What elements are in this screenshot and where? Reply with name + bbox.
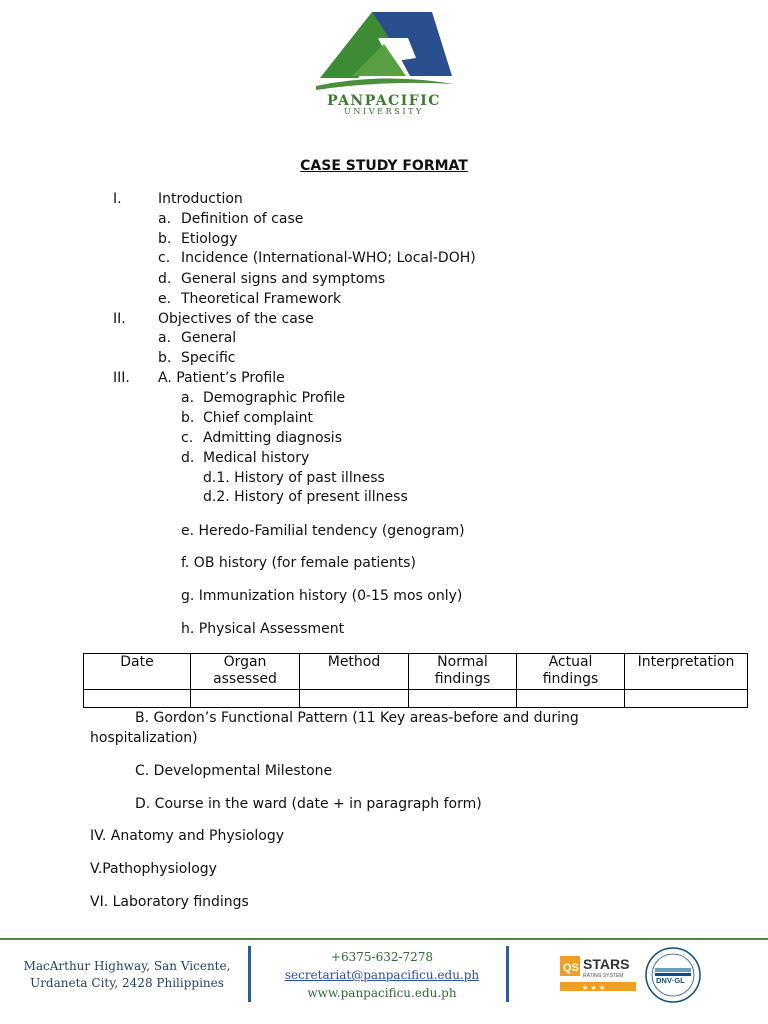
outline-item: General signs and symptoms <box>181 271 386 287</box>
outline-num: c. <box>181 430 194 446</box>
outline-item: A. Patient’s Profile <box>158 370 285 386</box>
outline-num: I. <box>113 191 122 207</box>
footer-divider <box>0 938 768 940</box>
outline-item: Objectives of the case <box>158 311 314 327</box>
outline-item: Medical history <box>203 450 310 466</box>
outline-item: Etiology <box>181 231 238 247</box>
address-line: Urdaneta City, 2428 Philippines <box>30 976 224 990</box>
footer-address <box>20 958 234 992</box>
svg-text:★ ★ ★: ★ ★ ★ <box>582 984 606 992</box>
outline-num: b. <box>158 350 172 366</box>
course-in-ward: D. Course in the ward (date + in paragraph form) <box>135 796 482 812</box>
section-iv: IV. Anatomy and Physiology <box>90 828 285 844</box>
gordon-pattern-line: B. Gordon’s Functional Pattern (11 Key areas-before and during <box>135 710 579 726</box>
phone-number: +6375-632-7278 <box>330 950 434 964</box>
footer-separator <box>248 946 251 1002</box>
outline-item: Incidence (International-WHO; Local-DOH) <box>181 250 476 266</box>
outline-item: Specific <box>181 350 236 366</box>
document-title: CASE STUDY FORMAT <box>300 158 468 174</box>
table-cell <box>300 690 409 708</box>
outline-item: Admitting diagnosis <box>203 430 342 446</box>
section-vi: VI. Laboratory findings <box>90 894 249 910</box>
website-link[interactable]: www.panpacificu.edu.ph <box>307 986 457 1000</box>
outline-num: III. <box>113 370 130 386</box>
iso-certification-badge <box>644 946 702 1004</box>
outline-num: d. <box>181 450 195 466</box>
table-cell <box>191 690 300 708</box>
email-link[interactable]: secretariat@panpacificu.edu.ph <box>284 968 480 982</box>
column-header: Date <box>84 654 191 690</box>
outline-num: c. <box>158 250 171 266</box>
outline-item: Demographic Profile <box>203 390 346 406</box>
outline-item: General <box>181 330 237 346</box>
outline-item: d.2. History of present illness <box>203 489 408 505</box>
outline-item: d.1. History of past illness <box>203 470 385 486</box>
column-header: Normal findings <box>409 654 517 690</box>
gordon-pattern-cont: hospitalization) <box>90 730 198 746</box>
table-cell <box>409 690 517 708</box>
column-header: Interpretation <box>625 654 748 690</box>
svg-text:QS: QS <box>563 962 579 974</box>
outline-item: Definition of case <box>181 211 304 227</box>
outline-num: a. <box>181 390 195 406</box>
brand-name: PANPACIFIC <box>327 93 441 109</box>
footer-contact <box>260 948 504 1002</box>
outline-item: f. OB history (for female patients) <box>181 555 416 571</box>
outline-item: Chief complaint <box>203 410 314 426</box>
outline-num: d. <box>158 271 172 287</box>
column-header: Organ assessed <box>191 654 300 690</box>
outline-num: b. <box>181 410 195 426</box>
outline-item: g. Immunization history (0-15 mos only) <box>181 588 463 604</box>
svg-text:RATING SYSTEM: RATING SYSTEM <box>583 973 624 979</box>
outline-item: Introduction <box>158 191 243 207</box>
outline-item: Theoretical Framework <box>181 291 342 307</box>
table-header-row <box>84 654 748 690</box>
column-header: Actual findings <box>517 654 625 690</box>
outline-num: b. <box>158 231 172 247</box>
footer-separator <box>506 946 509 1002</box>
table-cell <box>84 690 191 708</box>
address-line: MacArthur Highway, San Vicente, <box>23 959 231 973</box>
developmental-milestone: C. Developmental Milestone <box>135 763 333 779</box>
outline-num: a. <box>158 211 172 227</box>
brand-wordmark <box>300 93 468 116</box>
outline-num: e. <box>158 291 172 307</box>
outline-item: h. Physical Assessment <box>181 621 345 637</box>
physical-assessment-table <box>83 653 748 708</box>
svg-text:DNV·GL: DNV·GL <box>656 976 685 985</box>
section-v: V.Pathophysiology <box>90 861 217 877</box>
table-row <box>84 690 748 708</box>
brand-sub: UNIVERSITY <box>344 107 424 116</box>
table-cell <box>625 690 748 708</box>
column-header: Method <box>300 654 409 690</box>
qs-stars-badge <box>560 954 638 994</box>
outline-item: e. Heredo-Familial tendency (genogram) <box>181 523 465 539</box>
table-cell <box>517 690 625 708</box>
outline-num: II. <box>113 311 126 327</box>
outline-num: a. <box>158 330 172 346</box>
svg-text:STARS: STARS <box>583 956 630 972</box>
